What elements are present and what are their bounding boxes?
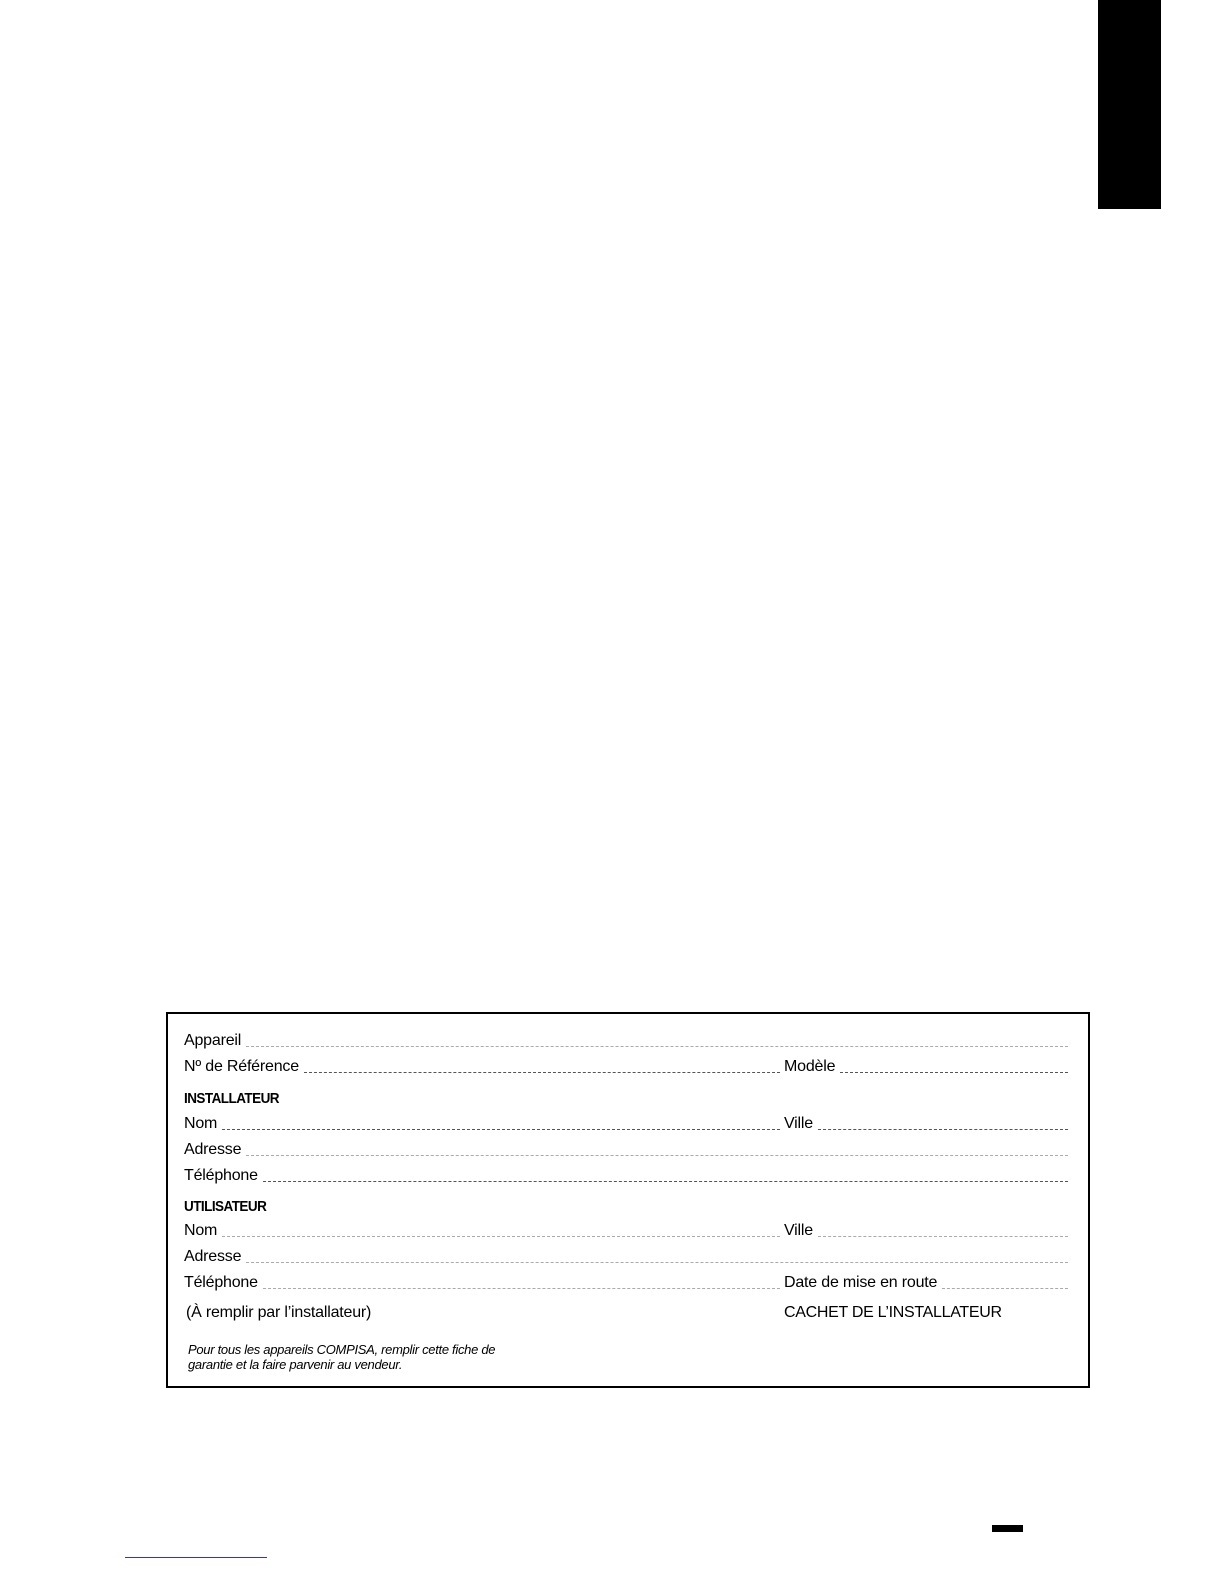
utilisateur-adresse-field[interactable] [246, 1262, 1068, 1263]
utilisateur-nom-field[interactable] [222, 1236, 780, 1237]
utilisateur-telephone-label: Téléphone [184, 1274, 258, 1291]
appareil-row [184, 1028, 1072, 1050]
warranty-note [188, 1342, 548, 1372]
installateur-telephone-row [184, 1163, 1072, 1185]
warranty-form [166, 1012, 1090, 1388]
utilisateur-adresse-row [184, 1244, 1072, 1266]
installateur-nom-label: Nom [184, 1115, 218, 1132]
utilisateur-nom-label: Nom [184, 1222, 218, 1239]
installateur-heading: INSTALLATEUR [184, 1090, 280, 1107]
installateur-adresse-label: Adresse [184, 1141, 242, 1158]
appareil-label: Appareil [184, 1032, 242, 1049]
installateur-telephone-field[interactable] [263, 1181, 1068, 1182]
fill-instruction: (À remplir par l’installateur) [186, 1304, 372, 1321]
utilisateur-ville-field[interactable] [818, 1236, 1068, 1237]
utilisateur-nom-row [184, 1218, 1072, 1240]
warranty-note-line-2: garantie et la faire parvenir au vendeur. [188, 1357, 403, 1372]
stamp-label: CACHET DE L’INSTALLATEUR [784, 1304, 1002, 1321]
reference-label: Nº de Référence [184, 1058, 299, 1075]
appareil-field[interactable] [246, 1046, 1068, 1047]
installateur-ville-label: Ville [784, 1115, 813, 1132]
installateur-ville-field[interactable] [818, 1129, 1068, 1130]
footer-link-underline[interactable] [125, 1557, 267, 1558]
installateur-adresse-row [184, 1137, 1072, 1159]
modele-label: Modèle [784, 1058, 836, 1075]
modele-field[interactable] [840, 1072, 1068, 1073]
installateur-nom-field[interactable] [222, 1129, 780, 1130]
side-tab-marker [1098, 0, 1161, 209]
date-mise-en-route-label: Date de mise en route [784, 1274, 938, 1291]
page-marker [992, 1525, 1023, 1532]
utilisateur-adresse-label: Adresse [184, 1248, 242, 1265]
utilisateur-ville-label: Ville [784, 1222, 813, 1239]
reference-field[interactable] [304, 1072, 780, 1073]
utilisateur-telephone-field[interactable] [263, 1288, 780, 1289]
reference-row [184, 1054, 1072, 1076]
utilisateur-heading: UTILISATEUR [184, 1198, 267, 1215]
date-mise-en-route-field[interactable] [942, 1288, 1068, 1289]
utilisateur-telephone-row [184, 1270, 1072, 1292]
warranty-note-line-1: Pour tous les appareils COMPISA, remplir cette fiche de [188, 1342, 496, 1357]
installateur-nom-row [184, 1111, 1072, 1133]
installateur-telephone-label: Téléphone [184, 1167, 258, 1184]
installateur-adresse-field[interactable] [246, 1155, 1068, 1156]
